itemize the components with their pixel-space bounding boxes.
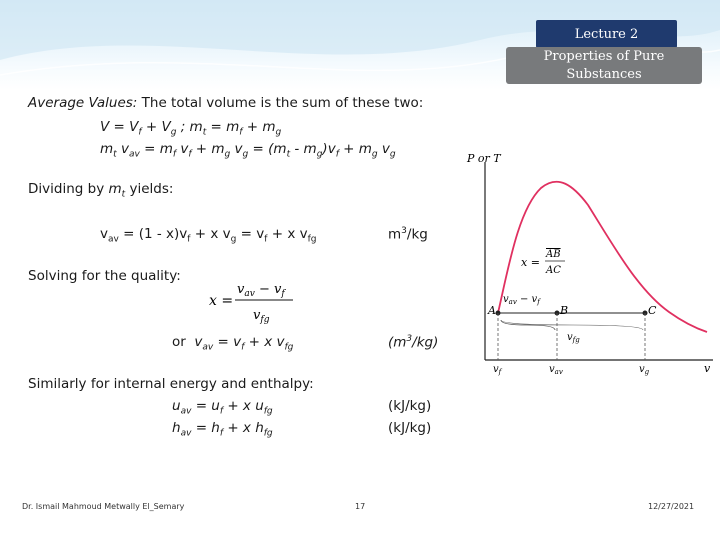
point-b-label: B xyxy=(560,304,569,317)
topic-badge xyxy=(506,47,702,84)
average-values-line xyxy=(28,95,423,111)
unit-m3-kg: $m^3/kg$ xyxy=(388,226,428,243)
unit-kj-kg-u: (kJ/kg) xyxy=(388,398,432,414)
equation-mass-volume-product: $m_t$ $v_{av} = m_f$ $v_f + m_g$ $v_g = (m_t - m_g)v_f + m_g$ $v_g$ xyxy=(100,141,396,160)
topic-line-2: Substances xyxy=(566,66,642,82)
equation-or-specific-volume: or $v_{av} = v_f + x$ $v_{fg}$ xyxy=(172,334,294,353)
quality-fraction-formula xyxy=(205,277,295,329)
footer-author: Dr. Ismail Mahmoud Metwally El_Semary xyxy=(22,502,185,511)
quality-numerator: AB xyxy=(546,249,561,260)
axis-label-y: P or T xyxy=(467,152,501,165)
point-a-label: A xyxy=(488,304,496,317)
footer-page-number: 17 xyxy=(355,502,366,511)
equation-internal-energy: $u_{av} = u_f + x$ $u_{fg}$ xyxy=(172,398,273,417)
tick-label-vg: $v_g$ xyxy=(639,364,650,376)
pv-saturation-diagram xyxy=(463,150,719,380)
lecture-badge: Lecture 2 xyxy=(536,20,677,48)
topic-line-1: Properties of Pure xyxy=(543,48,665,64)
unit-m3-kg-paren: $(m^3/kg)$ xyxy=(388,334,439,351)
quality-x-label: x = xyxy=(521,256,540,269)
axis-label-x: v xyxy=(704,362,711,375)
tick-label-vav: $v_{av}$ xyxy=(549,364,563,376)
bracket-label-vfg: $v_{fg}$ xyxy=(567,332,580,344)
quality-denominator: AC xyxy=(546,265,561,276)
svg-text:x =: x = xyxy=(209,293,234,309)
tick-label-vf: $v_f$ xyxy=(493,364,502,376)
bracket-label-vav-vf: $v_{av} - v_f$ xyxy=(503,294,540,306)
equation-specific-volume: $v_{av} = (1 - x)v_f + x$ $v_g = v_f + x$ $v_{fg}$ xyxy=(100,226,317,245)
dividing-text: Dividing by $m_t$ yields: xyxy=(28,181,174,200)
footer-date: 12/27/2021 xyxy=(648,502,695,511)
average-values-text: The total volume is the sum of these two: xyxy=(141,95,424,111)
average-values-label: Average Values: xyxy=(28,95,138,111)
equation-volume-mass: $V = V_f + V_g$ ; $m_t = m_f + m_g$ xyxy=(100,119,282,138)
solving-text: Solving for the quality: xyxy=(28,268,181,284)
equation-enthalpy: $h_{av} = h_f + x$ $h_{fg}$ xyxy=(172,420,273,439)
svg-text:vfg: $v_{fg}$ xyxy=(253,308,270,325)
point-c-label: C xyxy=(648,304,657,317)
unit-kj-kg-h: (kJ/kg) xyxy=(388,420,432,436)
similarly-text: Similarly for internal energy and enthalpy: xyxy=(28,376,314,392)
svg-text:vav − vf: $v_{av} - v_f$ xyxy=(237,282,285,299)
